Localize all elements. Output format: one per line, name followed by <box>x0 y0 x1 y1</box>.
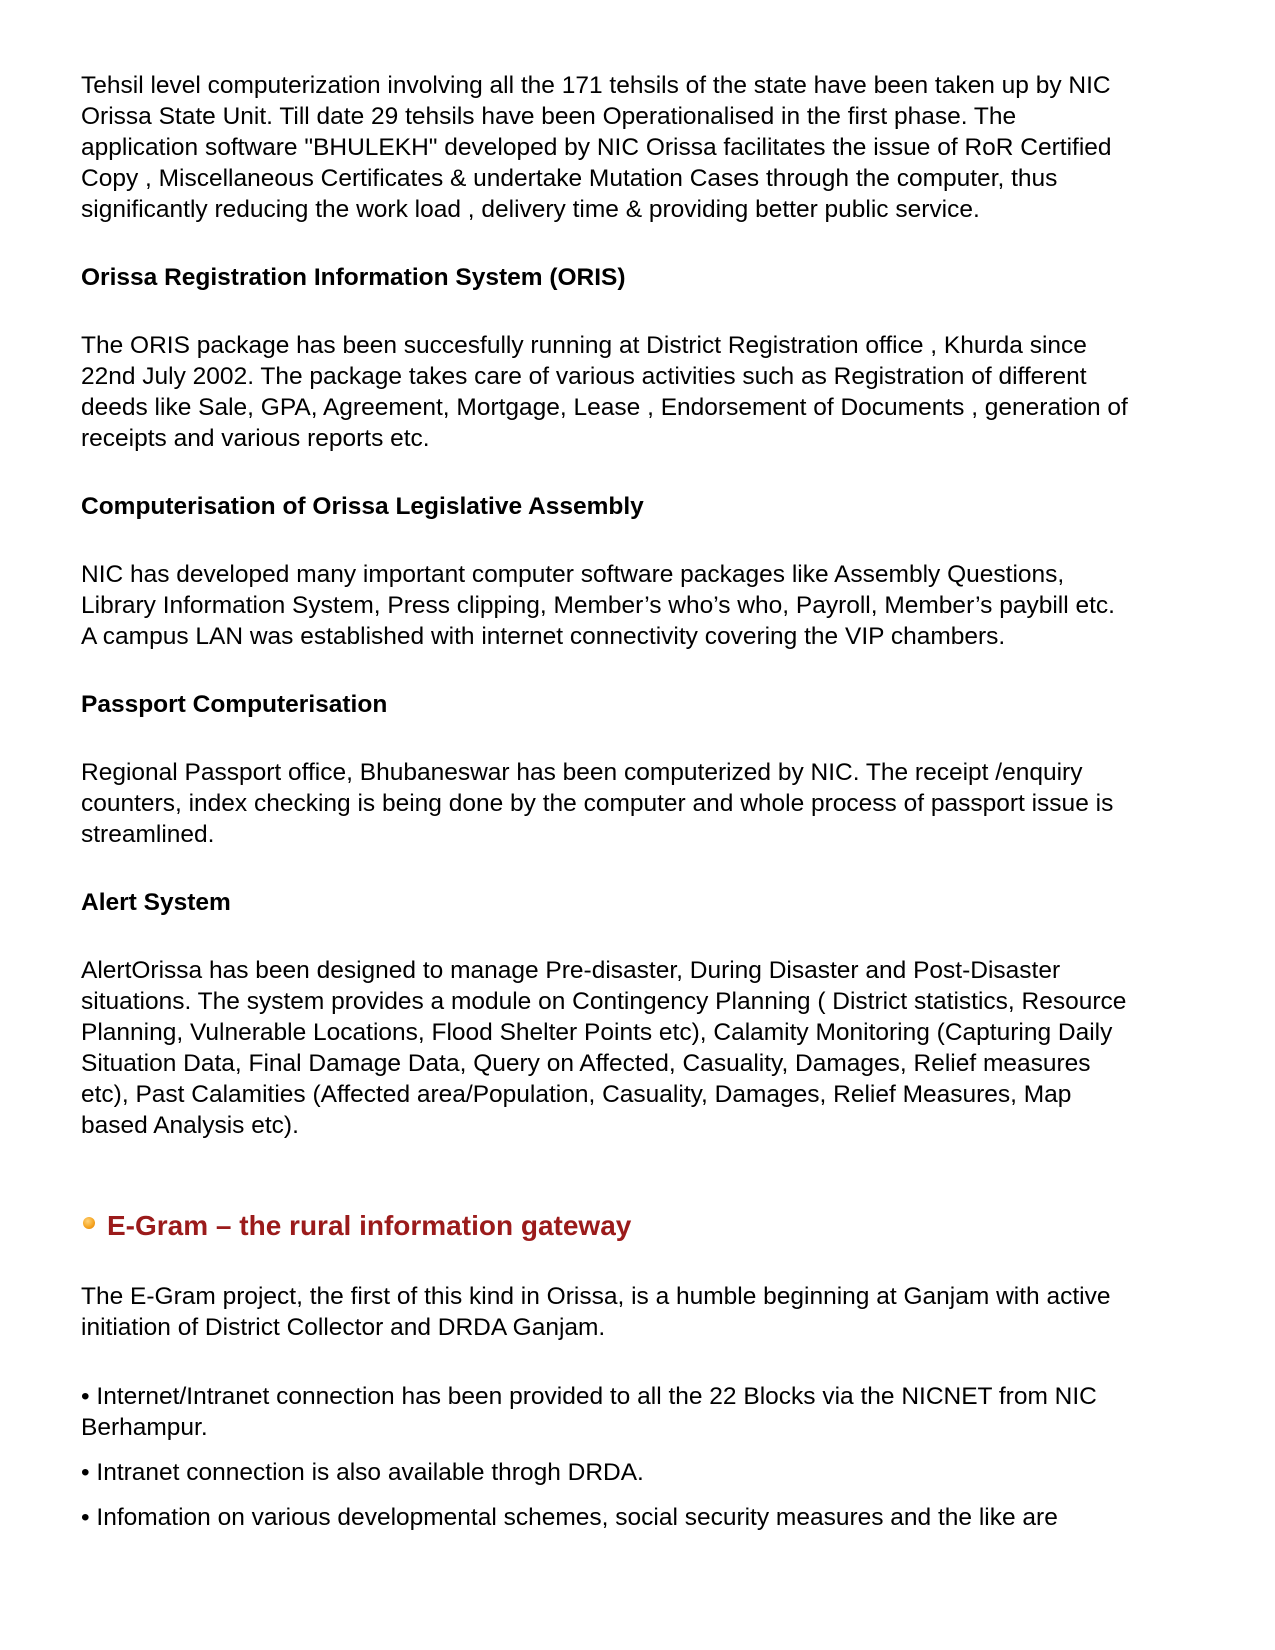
list-item: • Internet/Intranet connection has been provided to all the 22 Blocks via the NICNET from NIC Berhampur. <box>81 1383 1097 1441</box>
oris-heading: Orissa Registration Information System (ORIS) <box>81 264 626 291</box>
alert-paragraph: AlertOrissa has been designed to manage Pre-disaster, During Disaster and Post-Disaster situations. The system provides a module on Contingency Planning ( District statistics, Resource Planning, Vulnerable Locations, Flood Shelter Points etc), Calamity Monitoring (Capturing Daily Situation Data, Final Damage Data, Query on Affected, Casuality, Damages, Relief measures etc), Past Calamities (Affected area/Population, Casuality, Damages, Relief Measures, Map based Analysis etc). <box>81 957 1127 1139</box>
egram-heading <box>81 1209 1201 1243</box>
egram-heading-text: E-Gram – the rural information gateway <box>107 1210 632 1241</box>
orange-bullet-icon <box>83 1217 95 1229</box>
egram-paragraph: The E-Gram project, the first of this kind in Orissa, is a humble beginning at Ganjam with active initiation of District Collector and DRDA Ganjam. <box>81 1283 1111 1341</box>
passport-heading: Passport Computerisation <box>81 691 388 718</box>
passport-paragraph: Regional Passport office, Bhubaneswar has been computerized by NIC. The receipt /enquiry counters, index checking is being done by the computer and whole process of passport issue is streamlined. <box>81 759 1114 848</box>
alert-heading: Alert System <box>81 889 231 916</box>
assembly-heading: Computerisation of Orissa Legislative Assembly <box>81 493 644 520</box>
document-page <box>81 70 1201 1533</box>
list-item: • Infomation on various developmental schemes, social security measures and the like are <box>81 1504 1058 1531</box>
list-item: • Intranet connection is also available throgh DRDA. <box>81 1459 644 1486</box>
assembly-paragraph: NIC has developed many important computer software packages like Assembly Questions, Library Information System, Press clipping, Member’s who’s who, Payroll, Member’s paybill etc. A campus LAN was established with internet connectivity covering the VIP chambers. <box>81 561 1115 650</box>
oris-paragraph: The ORIS package has been succesfully running at District Registration office , Khurda since 22nd July 2002. The package takes care of various activities such as Registration of different deeds like Sale, GPA, Agreement, Mortgage, Lease , Endorsement of Documents , generation of receipts and various reports etc. <box>81 332 1128 452</box>
egram-bullet-list <box>81 1381 1201 1533</box>
intro-paragraph: Tehsil level computerization involving all the 171 tehsils of the state have been taken up by NIC Orissa State Unit. Till date 29 tehsils have been Operationalised in the first phase. The application software "BHULEKH" developed by NIC Orissa facilitates the issue of RoR Certified Copy , Miscellaneous Certificates & undertake Mutation Cases through the computer, thus significantly reducing the work load , delivery time & providing better public service. <box>81 72 1112 223</box>
